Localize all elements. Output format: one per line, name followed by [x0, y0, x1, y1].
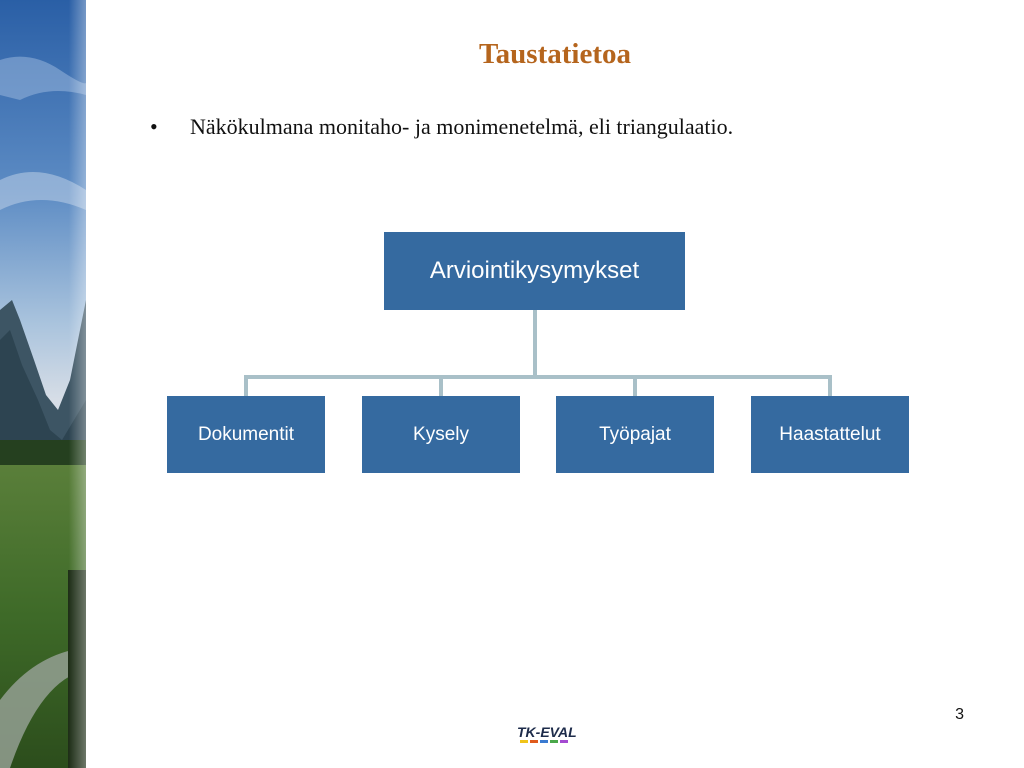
slide-title: Taustatietoa: [479, 38, 631, 70]
org-child-box-haastattelut: [751, 396, 909, 473]
svg-text:TK-EVAL: TK-EVAL: [517, 724, 577, 740]
bullet-text: Näkökulmana monitaho- ja monimenetelmä, eli triangulaatio.: [190, 114, 734, 139]
org-child-label: Dokumentit: [197, 423, 295, 445]
org-root-box: [384, 232, 685, 310]
bullet-marker: •: [150, 114, 158, 139]
landscape-image: [0, 0, 86, 768]
connector-child-1: [244, 375, 248, 396]
org-child-label: Kysely: [413, 423, 469, 445]
connector-horizontal: [244, 375, 832, 379]
connector-child-3: [633, 375, 637, 396]
org-child-box-tyopajat: [556, 396, 714, 473]
connector-child-2: [439, 375, 443, 396]
bullet-list: [150, 112, 984, 142]
bullet-item: [150, 112, 984, 142]
org-child-box-kysely: [362, 396, 520, 473]
org-child-label: Haastattelut: [779, 423, 881, 445]
org-child-box-dokumentit: [167, 396, 325, 473]
connector-child-4: [828, 375, 832, 396]
page-number: 3: [955, 706, 964, 723]
org-child-label: Työpajat: [599, 423, 671, 445]
org-root-label: Arviointikysymykset: [429, 257, 640, 284]
connector-root-vertical: [533, 310, 537, 376]
tk-eval-logo: [516, 720, 578, 748]
